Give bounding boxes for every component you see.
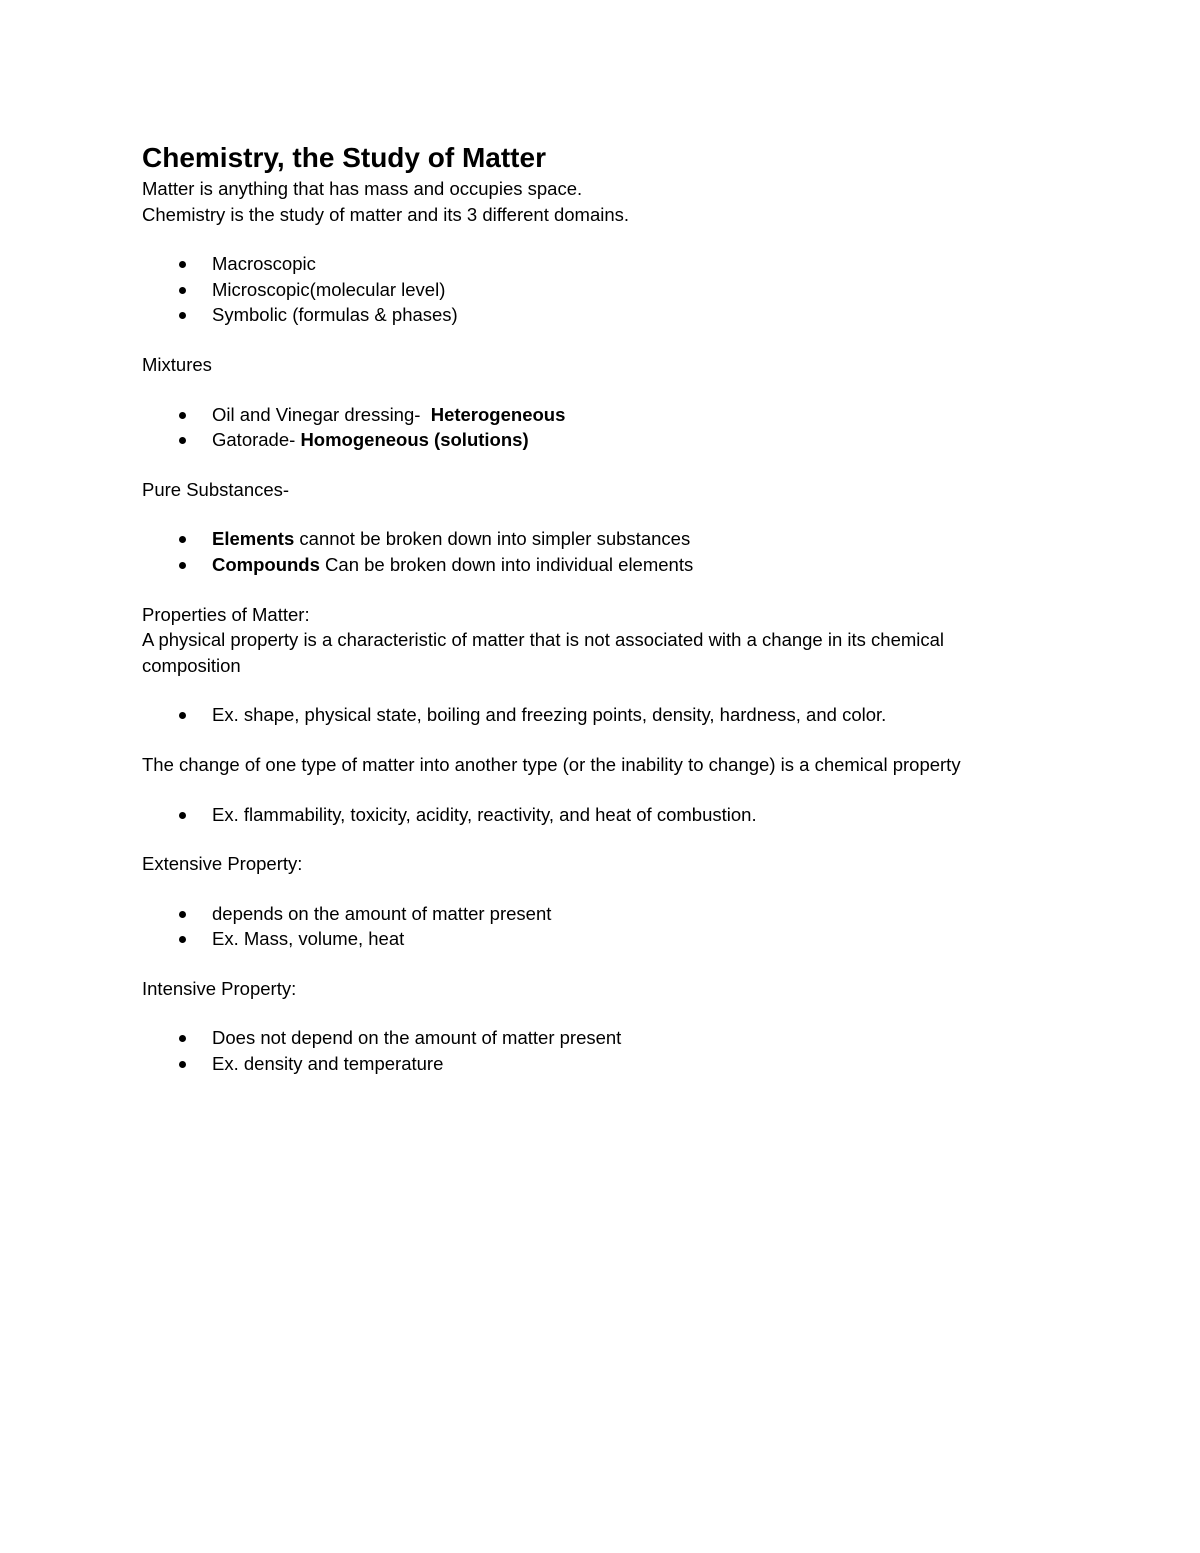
list-item: Ex. Mass, volume, heat bbox=[142, 926, 1042, 952]
bullet-icon bbox=[179, 412, 186, 419]
intro-line-1: Matter is anything that has mass and occupies space. bbox=[142, 178, 583, 199]
list-item: Oil and Vinegar dressing- Heterogeneous bbox=[142, 402, 1042, 428]
list-item: Ex. density and temperature bbox=[142, 1051, 1042, 1077]
domains-list bbox=[142, 251, 1042, 328]
bullet-icon bbox=[179, 812, 186, 819]
intensive-list bbox=[142, 1025, 1042, 1076]
extensive-list bbox=[142, 901, 1042, 952]
bullet-icon bbox=[179, 911, 186, 918]
bullet-icon bbox=[179, 1035, 186, 1042]
intro-line-2: Chemistry is the study of matter and its 3 different domains. bbox=[142, 203, 630, 225]
properties-heading: Properties of Matter: bbox=[142, 603, 310, 625]
pure-substances-list bbox=[142, 526, 1042, 577]
list-item: Gatorade- Homogeneous (solutions) bbox=[142, 427, 1042, 453]
intensive-heading: Intensive Property: bbox=[142, 977, 297, 999]
physical-property-definition: A physical property is a characteristic of matter that is not associated with a change in its chemical composition bbox=[142, 629, 945, 676]
list-item: Elements cannot be broken down into simpler substances bbox=[142, 526, 1042, 552]
bullet-icon bbox=[179, 936, 186, 943]
bullet-icon bbox=[179, 536, 186, 543]
chemical-property-definition: The change of one type of matter into another type (or the inability to change) is a chemical property bbox=[142, 753, 961, 775]
list-item: Ex. flammability, toxicity, acidity, reactivity, and heat of combustion. bbox=[142, 802, 1042, 828]
bullet-icon bbox=[179, 287, 186, 294]
mixtures-list bbox=[142, 402, 1042, 453]
list-item: Microscopic(molecular level) bbox=[142, 277, 1042, 303]
physical-examples-list bbox=[142, 702, 1042, 728]
bullet-icon bbox=[179, 712, 186, 719]
bullet-icon bbox=[179, 261, 186, 268]
bullet-icon bbox=[179, 437, 186, 444]
bullet-icon bbox=[179, 1061, 186, 1068]
mixtures-heading: Mixtures bbox=[142, 353, 212, 375]
list-item: Macroscopic bbox=[142, 251, 1042, 277]
list-item: Symbolic (formulas & phases) bbox=[142, 302, 1042, 328]
document-body bbox=[142, 140, 1042, 1077]
extensive-heading: Extensive Property: bbox=[142, 853, 303, 875]
bullet-icon bbox=[179, 312, 186, 319]
chemical-examples-list bbox=[142, 802, 1042, 828]
bullet-icon bbox=[179, 562, 186, 569]
list-item: depends on the amount of matter present bbox=[142, 901, 1042, 927]
pure-substances-heading: Pure Substances- bbox=[142, 478, 290, 500]
list-item: Ex. shape, physical state, boiling and freezing points, density, hardness, and color. bbox=[142, 702, 1042, 728]
list-item: Does not depend on the amount of matter present bbox=[142, 1025, 1042, 1051]
list-item: Compounds Can be broken down into individual elements bbox=[142, 552, 1042, 578]
page-title: Chemistry, the Study of Matter bbox=[142, 142, 546, 173]
